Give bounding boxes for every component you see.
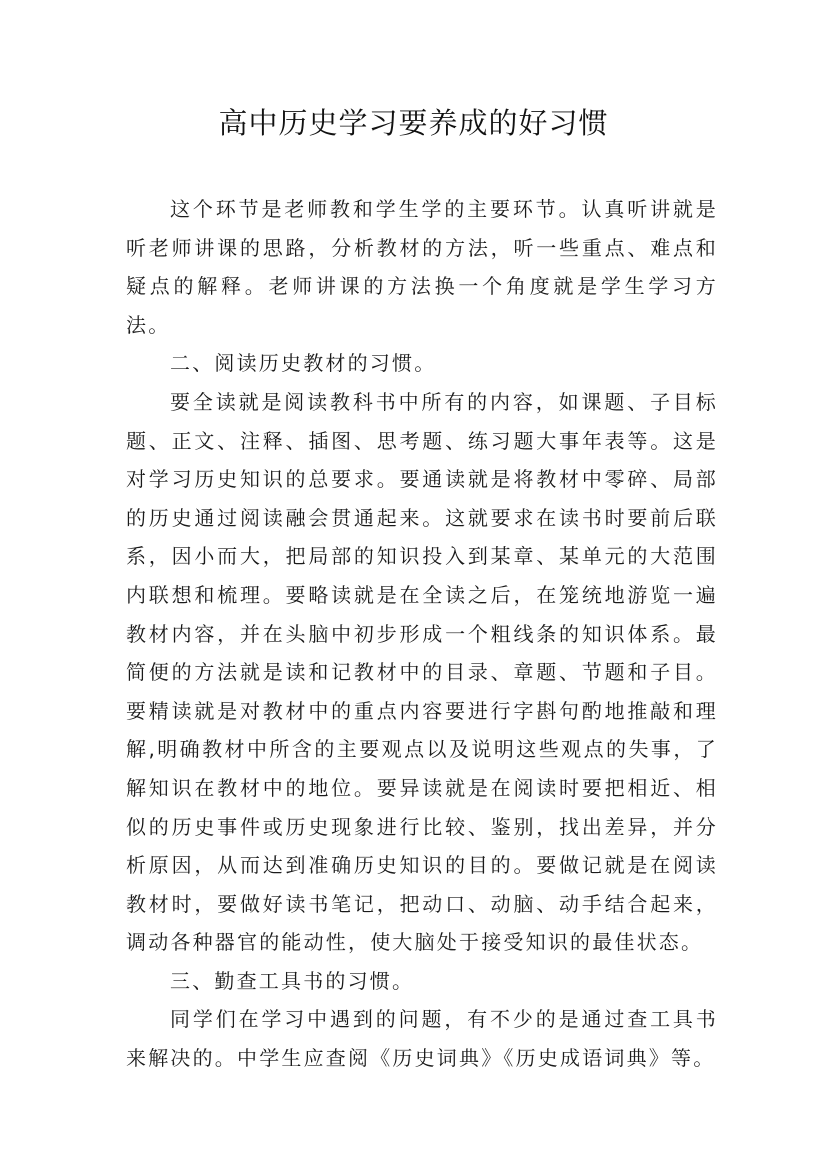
- heading-reference-books: 三、勤查工具书的习惯。: [170, 968, 415, 993]
- document-title: 高中历史学习要养成的好习惯: [218, 106, 609, 140]
- paragraph-reading-methods: 要全读就是阅读教科书中所有的内容，如课题、子目标题、正文、注释、插图、思考题、练习题大事年表等。这是对学习历史知识的总要求。要通读就是将教材中零碎、局部的历史通过阅读融会贯通起来。这就要求在读书时要前后联系，因小而大，把局部的知识投入到某章、某单元的大范围内联想和梳理。要略读就是在全读之后，在笼统地游览一遍教材内容，并在头脑中初步形成一个粗线条的知识体系。最简便的方法就是读和记教材中的目录、章题、节题和子目。要精读就是对教材中的重点内容要进行字斟句酌地推敲和理解,明确教材中所含的主要观点以及说明这些观点的失事，了解知识在教材中的地位。要异读就是在阅读时要把相近、相似的历史事件或历史现象进行比较、鉴别，找出差异，并分析原因，从而达到准确历史知识的目的。要做记就是在阅读教材时，要做好读书笔记，把动口、动脑、动手结合起来，调动各种器官的能动性，使大脑处于接受知识的最佳状态。: [126, 389, 718, 955]
- paragraph-reference-books: 同学们在学习中遇到的问题，有不少的是通过查工具书来解决的。中学生应查阅《历史词典》《历史成语词典》等。: [126, 1007, 718, 1071]
- heading-reading-habit: 二、阅读历史教材的习惯。: [170, 351, 437, 376]
- document-body: [126, 190, 718, 1078]
- paragraph-listening: 这个环节是老师教和学生学的主要环节。认真听讲就是听老师讲课的思路，分析教材的方法，听一些重点、难点和疑点的解释。老师讲课的方法换一个角度就是学生学习方法。: [126, 197, 718, 337]
